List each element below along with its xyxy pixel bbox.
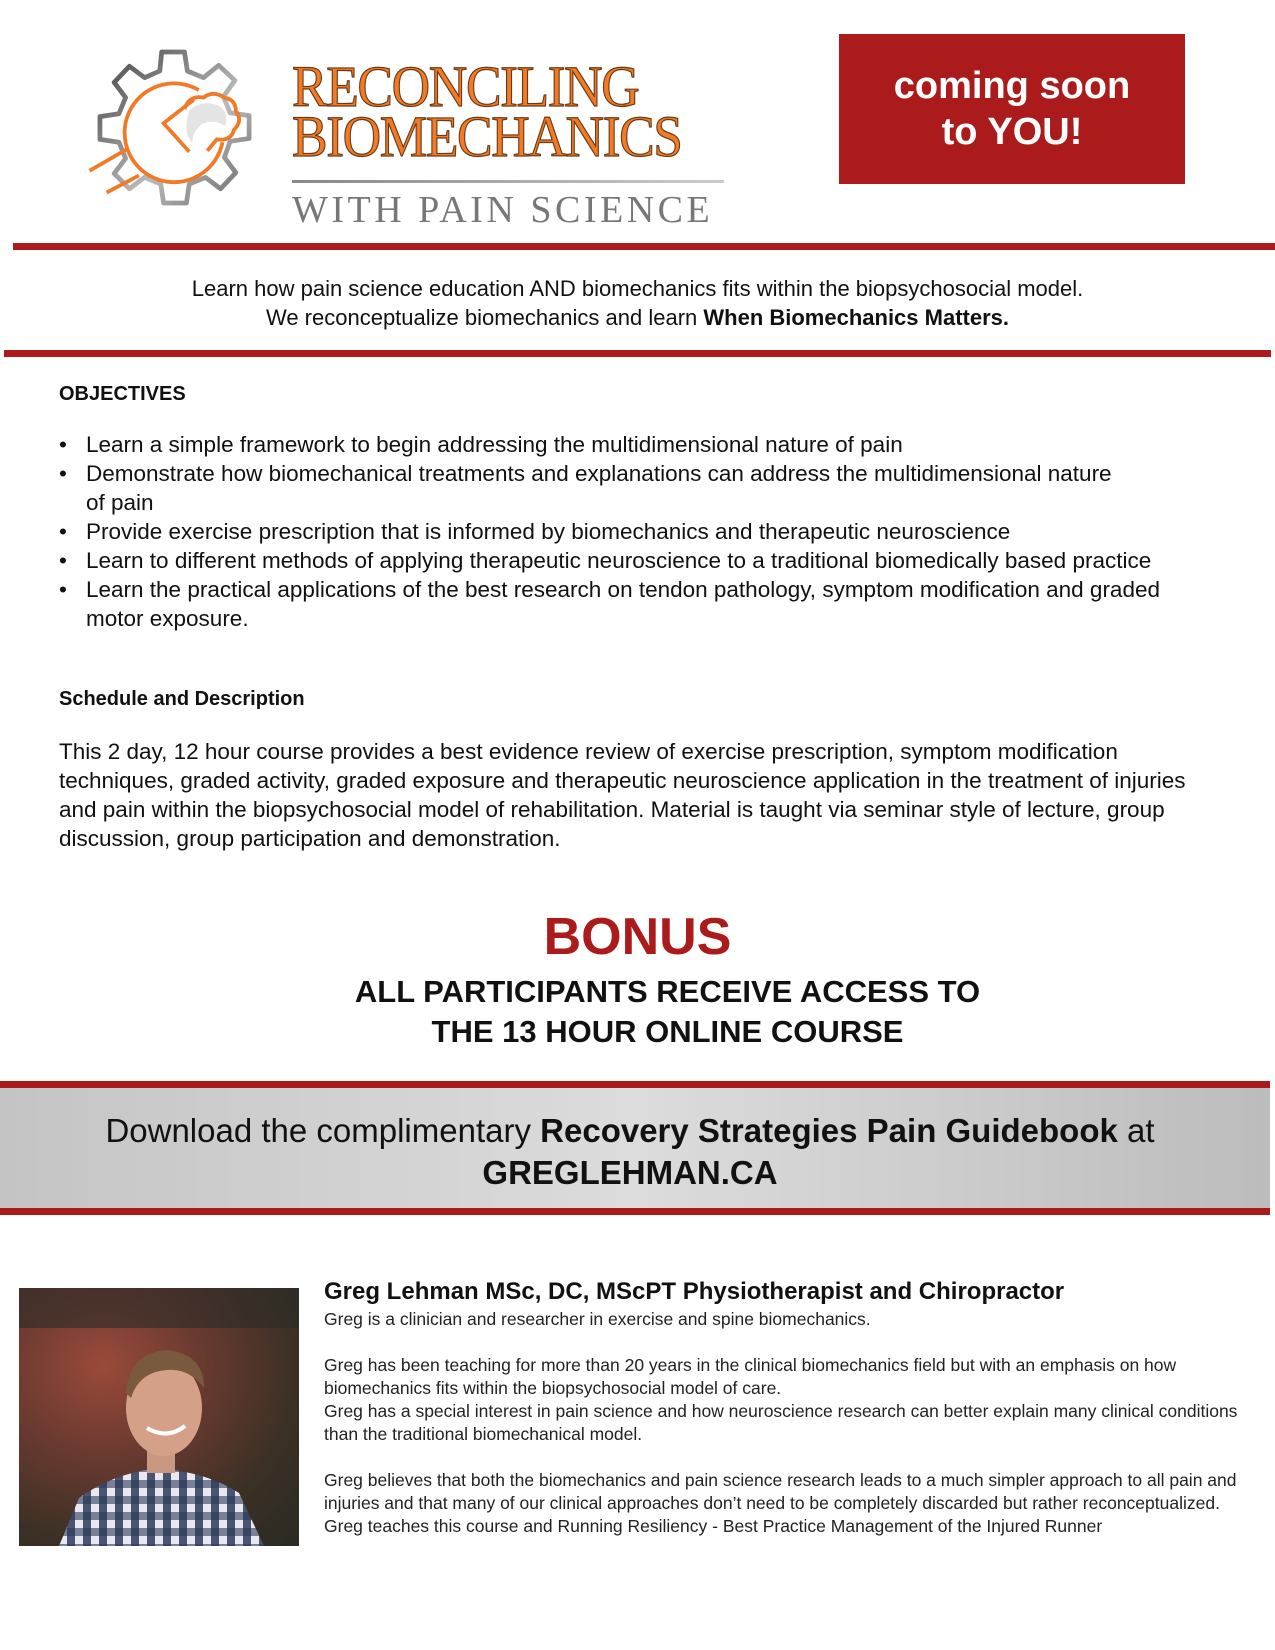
instructor-name: Greg Lehman MSc, DC, MScPT Physiotherapist and Chiropractor <box>324 1278 1065 1305</box>
bonus-line1: ALL PARTICIPANTS RECEIVE ACCESS TO <box>354 974 981 1009</box>
instructor-photo <box>19 1288 299 1546</box>
download-prefix: Download the complimentary <box>105 1112 541 1149</box>
badge-line2: to YOU! <box>941 111 1083 153</box>
bonus-subheading <box>0 972 1275 1052</box>
intro-text <box>0 274 1275 332</box>
bio-paragraph: Greg believes that both the biomechanics and pain science research leads to a much simpler approach to all pain and injuries and that many of our clinical approaches don’t need to be completely discarded but rather reconceptualized. Greg teaches this course and Running Resiliency - Best Practice Management of the Injured Runner <box>324 1470 1237 1536</box>
bio-paragraph: Greg has a special interest in pain science and how neuroscience research can better explain many clinical conditions than the traditional biomechanical model. <box>324 1401 1238 1444</box>
bio-paragraph: Greg is a clinician and researcher in exercise and spine biomechanics. <box>324 1309 871 1329</box>
gear-brain-icon <box>80 33 270 223</box>
course-logo <box>80 28 730 231</box>
download-line1 <box>0 1110 1260 1152</box>
objectives-heading: OBJECTIVES <box>59 383 186 405</box>
person-portrait-icon <box>19 1288 299 1546</box>
intro-line2-text: We reconceptualize biomechanics and learn <box>265 305 704 330</box>
schedule-heading: Schedule and Description <box>59 688 305 710</box>
objectives-list <box>59 430 1209 633</box>
website-link[interactable] <box>0 1152 1260 1194</box>
guidebook-title: Recovery Strategies Pain Guidebook <box>540 1112 1118 1149</box>
intro-line2 <box>0 303 1275 332</box>
download-suffix: at <box>1117 1112 1155 1149</box>
logo-title <box>292 54 682 169</box>
bonus-line2: THE 13 HOUR ONLINE COURSE <box>431 1014 904 1049</box>
list-item: • Learn to different methods of applying therapeutic neuroscience to a traditional biomedically based practice <box>59 546 1209 575</box>
instructor-bio <box>324 1308 1244 1538</box>
logo-title-line2: BIOMECHANICS <box>292 104 682 169</box>
badge-line1: coming soon <box>893 65 1131 107</box>
intro-line2-emphasis: When Biomechanics Matters. <box>703 305 1010 330</box>
download-callout <box>0 1110 1260 1194</box>
coming-soon-badge <box>839 34 1185 184</box>
list-item: • Provide exercise prescription that is informed by biomechanics and therapeutic neuroscience <box>59 517 1209 546</box>
divider-intro <box>4 350 1271 357</box>
website-link-text[interactable]: GREGLEHMAN.CA <box>482 1154 778 1191</box>
list-item: • Demonstrate how biomechanical treatments and explanations can address the multidimensional nature of pain <box>59 459 1209 517</box>
divider-band-top <box>0 1081 1270 1088</box>
schedule-description: This 2 day, 12 hour course provides a best evidence review of exercise prescription, symptom modification techniques, graded activity, graded exposure and therapeutic neuroscience application in the treatment of injuries and pain within the biopsychosocial model of rehabilitation. Material is taught via seminar style of lecture, group discussion, group participation and demonstration. <box>59 739 1186 851</box>
divider-top <box>13 243 1275 250</box>
list-item: • Learn a simple framework to begin addressing the multidimensional nature of pain <box>59 430 1209 459</box>
list-item: • Learn the practical applications of the best research on tendon pathology, symptom modification and graded motor exposure. <box>59 575 1209 633</box>
bio-paragraph: Greg has been teaching for more than 20 years in the clinical biomechanics field but with an emphasis on how biomechanics fits within the biopsychosocial model of care. <box>324 1355 1177 1398</box>
bonus-heading: BONUS <box>543 908 732 966</box>
intro-line1: Learn how pain science education AND biomechanics fits within the biopsychosocial model. <box>191 276 1084 301</box>
divider-band-bottom <box>0 1208 1270 1215</box>
logo-title-line1: RECONCILING <box>292 54 639 119</box>
logo-subtitle: WITH PAIN SCIENCE <box>292 189 714 231</box>
logo-divider <box>292 180 724 183</box>
